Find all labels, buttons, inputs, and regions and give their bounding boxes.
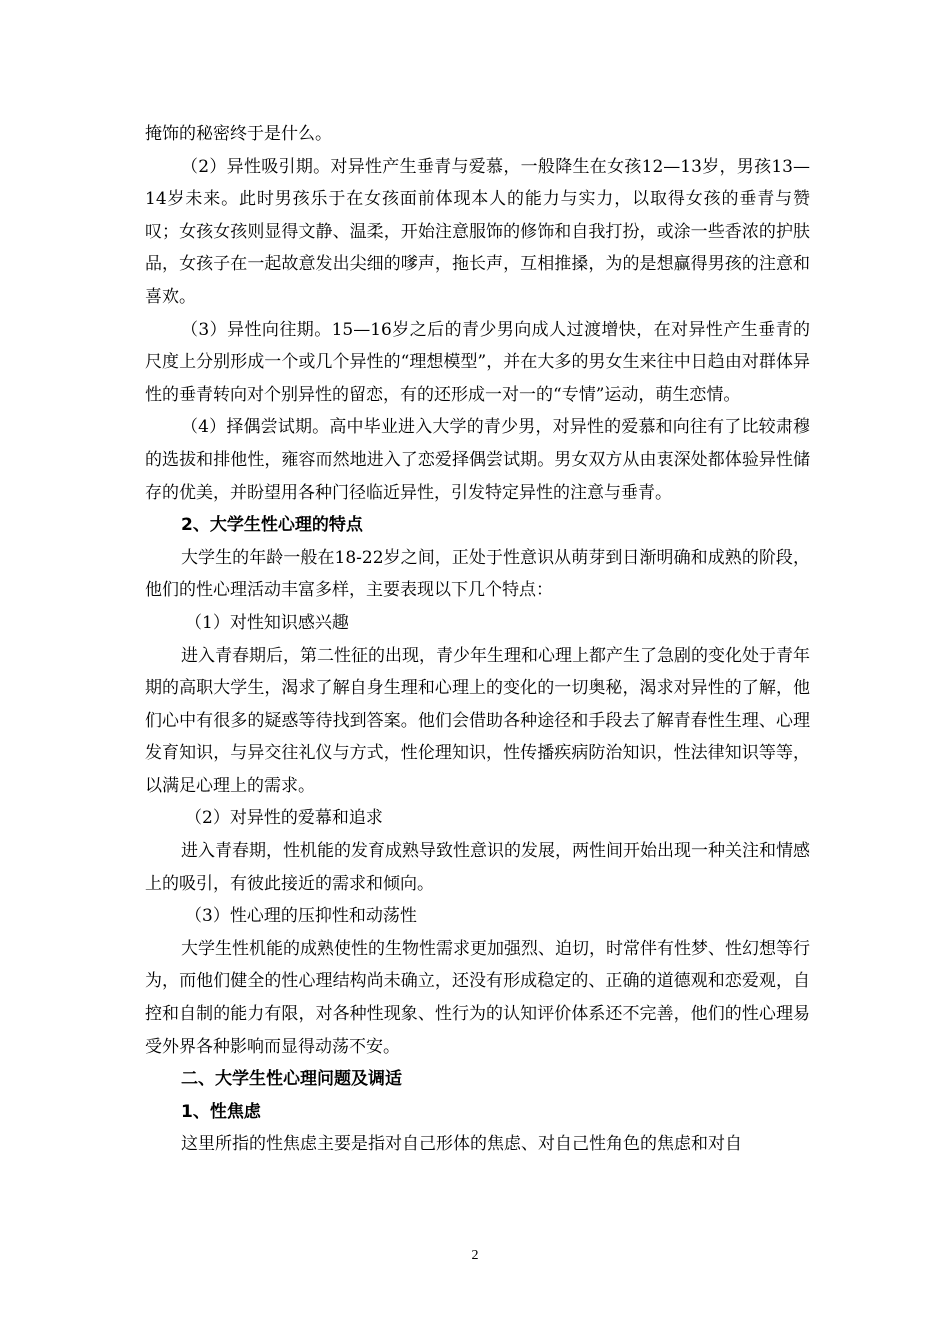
paragraph-3: （3）异性向往期。15—16岁之后的青少男向成人过渡增快，在对异性产生垂青的尺度上分别形成一个或几个异性的“理想模型”，并在大多的男女生来往中日趋由对群体异性的垂青转向对个别异性的留恋，有的还形成一对一的“专情”运动，萌生恋情。 <box>145 319 810 405</box>
paragraph-1: 掩饰的秘密终于是什么。 <box>145 124 332 144</box>
subheading-3: （3）性心理的压抑性和动荡性 <box>185 906 417 927</box>
chapter-heading-2: 二、大学生性心理问题及调适 <box>181 1069 402 1090</box>
subheading-2: （2）对异性的爱幕和追求 <box>185 808 383 829</box>
section-heading-1: 1、性焦虑 <box>181 1101 261 1122</box>
section-heading-2: 2、大学生性心理的特点 <box>181 515 363 536</box>
paragraph-8: 大学生性机能的成熟使性的生物性需求更加强烈、迫切，时常伴有性梦、性幻想等行为，而他们健全的性心理结构尚未确立，还没有形成稳定的、正确的道德观和恋爱观，自控和自制的能力有限，对各种性现象、性行为的认知评价体系还不完善，他们的性心理易受外界各种影响而显得动荡不安。 <box>145 938 810 1057</box>
paragraph-9: 这里所指的性焦虑主要是指对自己形体的焦虑、对自己性角色的焦虑和对自 <box>181 1134 742 1155</box>
paragraph-4: （4）择偶尝试期。高中毕业进入大学的青少男，对异性的爱慕和向往有了比较肃穆的选拔和排他性，雍容而然地进入了恋爱择偶尝试期。男女双方从由衷深处都体验异性储存的优美，并盼望用各种门径临近异性，引发特定异性的注意与垂青。 <box>145 417 810 503</box>
subheading-1: （1）对性知识感兴趣 <box>185 612 349 633</box>
page-number: 2 <box>471 1248 479 1263</box>
paragraph-6: 进入青春期后，第二性征的出现，青少年生理和心理上都产生了急剧的变化处于青年期的高职大学生，渴求了解自身生理和心理上的变化的一切奥秘，渴求对异性的了解，他们心中有很多的疑惑等待找到答案。他们会借助各种途径和手段去了解青春性生理、心理发育知识，与异交往礼仪与方式，性伦理知识，性传播疾病防治知识，性法律知识等等，以满足心理上的需求。 <box>145 645 810 796</box>
paragraph-7: 进入青春期，性机能的发育成熟导致性意识的发展，两性间开始出现一种关注和情感上的吸引，有彼此接近的需求和倾向。 <box>145 841 810 894</box>
paragraph-2: （2）异性吸引期。对异性产生垂青与爱慕，一般降生在女孩12—13岁，男孩13—14岁未来。此时男孩乐于在女孩面前体现本人的能力与实力，以取得女孩的垂青与赞叹；女孩女孩则显得文静、温柔，开始注意服饰的修饰和自我打扮，或涂一些香浓的护肤品，女孩子在一起故意发出尖细的嗲声，拖长声，互相推搡，为的是想赢得男孩的注意和喜欢。 <box>145 156 810 307</box>
paragraph-5: 大学生的年龄一般在18-22岁之间，正处于性意识从萌芽到日渐明确和成熟的阶段，他们的性心理活动丰富多样，主要表现以下几个特点： <box>145 547 810 601</box>
document-body <box>145 118 810 1161</box>
